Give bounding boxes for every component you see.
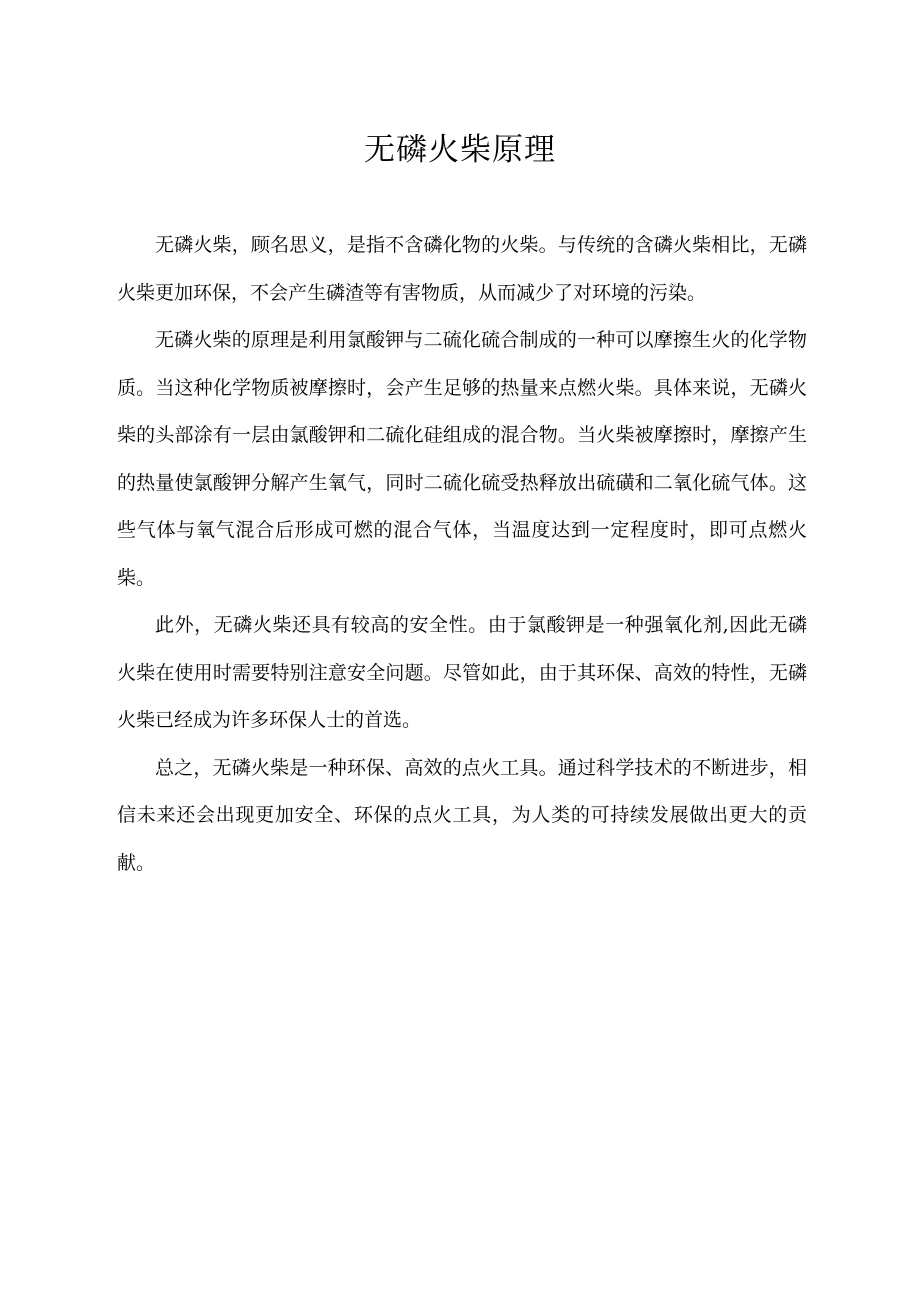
paragraph-safety: 此外，无磷火柴还具有较高的安全性。由于氯酸钾是一种强氧化剂,因此无磷火柴在使用时需要特别注意安全问题。尽管如此，由于其环保、高效的特性，无磷火柴已经成为许多环保人士的首选。 (117, 614, 807, 731)
paragraph-intro: 无磷火柴，顾名思义，是指不含磷化物的火柴。与传统的含磷火柴相比，无磷火柴更加环保，不会产生磷渣等有害物质，从而减少了对环境的污染。 (117, 234, 807, 304)
document-title: 无磷火柴原理 (364, 132, 556, 168)
paragraph-principle: 无磷火柴的原理是利用氯酸钾与二硫化硫合制成的一种可以摩擦生火的化学物质。当这种化学物质被摩擦时，会产生足够的热量来点燃火柴。具体来说，无磷火柴的头部涂有一层由氯酸钾和二硫化硅组成的混合物。当火柴被摩擦时，摩擦产生的热量使氯酸钾分解产生氧气，同时二硫化硫受热释放出硫磺和二氧化硫气体。这些气体与氧气混合后形成可燃的混合气体，当温度达到一定程度时，即可点燃火柴。 (117, 329, 807, 589)
document-body (117, 222, 807, 887)
paragraph-conclusion: 总之，无磷火柴是一种环保、高效的点火工具。通过科学技术的不断进步，相信未来还会出现更加安全、环保的点火工具，为人类的可持续发展做出更大的贡献。 (117, 756, 807, 874)
